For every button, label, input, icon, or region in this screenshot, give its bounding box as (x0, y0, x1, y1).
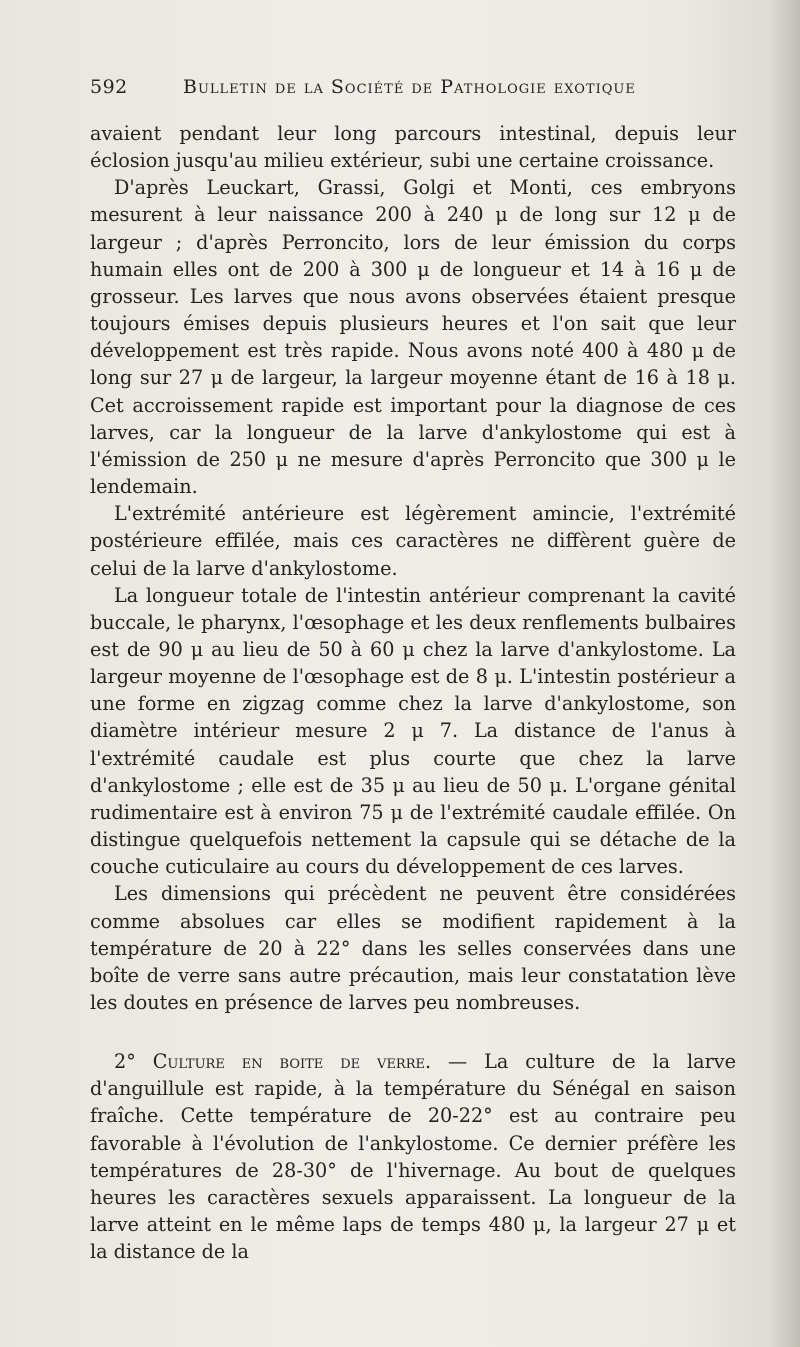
paragraph-3: L'extrémité antérieure est légèrement amincie, l'extrémité postérieure effilée, mais ces caractères ne diffèrent guère de celui de la larve d'ankylostome. (90, 502, 736, 580)
paragraph-4: La longueur totale de l'intestin antérieur comprenant la cavité buccale, le pharynx, l'œsophage et les deux renflements bulbaires est de 90 μ au lieu de 50 à 60 μ chez la larve d'ankylostome. La largeur moyenne de l'œsophage est de 8 μ. L'intestin postérieur a une forme en zigzag comme chez la larve d'ankylostome, son diamètre intérieur mesure 2 μ 7. La distance de l'anus à l'extrémité caudale est plus courte que chez la larve d'ankylostome ; elle est de 35 μ au lieu de 50 μ. L'organe génital rudimentaire est à environ 75 μ de l'extrémité caudale effilée. On distingue quelquefois nettement la capsule qui se détache de la couche cuticulaire au cours du développement de ces larves. (90, 583, 736, 879)
page-number: 592 (90, 76, 128, 98)
section-heading: 2° Culture en boite de verre. (114, 1050, 432, 1074)
section-text: — La culture de la larve d'anguillule est rapide, à la température du Sénégal en saison fraîche. Cette température de 20-22° est au contraire peu favorable à l'évolution de l'ankylostome. Ce dernier préfère les températures de 28-30° de l'hivernage. Au bout de quelques heures les caractères sexuels apparaissent. La longueur de la larve atteint en le même laps de temps 480 μ, la largeur 27 μ et la distance de la (90, 1050, 736, 1264)
page-header (90, 76, 730, 106)
paragraph-5: Les dimensions qui précèdent ne peuvent être considérées comme absolues car elles se modifient rapidement à la température de 20 à 22° dans les selles conservées dans une boîte de verre sans autre précaution, mais leur constatation lève les doutes en présence de larves peu nombreuses. (90, 882, 736, 1014)
body-text (90, 120, 736, 1265)
section-paragraph (90, 1048, 736, 1265)
running-title: Bulletin de la Société de Pathologie exotique (183, 76, 636, 98)
page-edge-shadow (770, 0, 800, 1347)
paragraph-2: D'après Leuckart, Grassi, Golgi et Monti, ces embryons mesurent à leur naissance 200 à 240 μ de long sur 12 μ de largeur ; d'après Perroncito, lors de leur émission du corps humain elles ont de 200 à 300 μ de longueur et 14 à 16 μ de grosseur. Les larves que nous avons observées étaient presque toujours émises depuis plusieurs heures et l'on sait que leur développement est très rapide. Nous avons noté 400 à 480 μ de long sur 27 μ de largeur, la largeur moyenne étant de 16 à 18 μ. Cet accroissement rapide est important pour la diagnose de ces larves, car la longueur de la larve d'ankylostome qui est à l'émission de 250 μ ne mesure d'après Perroncito que 300 μ le lendemain. (90, 176, 736, 499)
paragraph-1: avaient pendant leur long parcours intestinal, depuis leur éclosion jusqu'au milieu extérieur, subi une certaine croissance. (90, 122, 736, 173)
